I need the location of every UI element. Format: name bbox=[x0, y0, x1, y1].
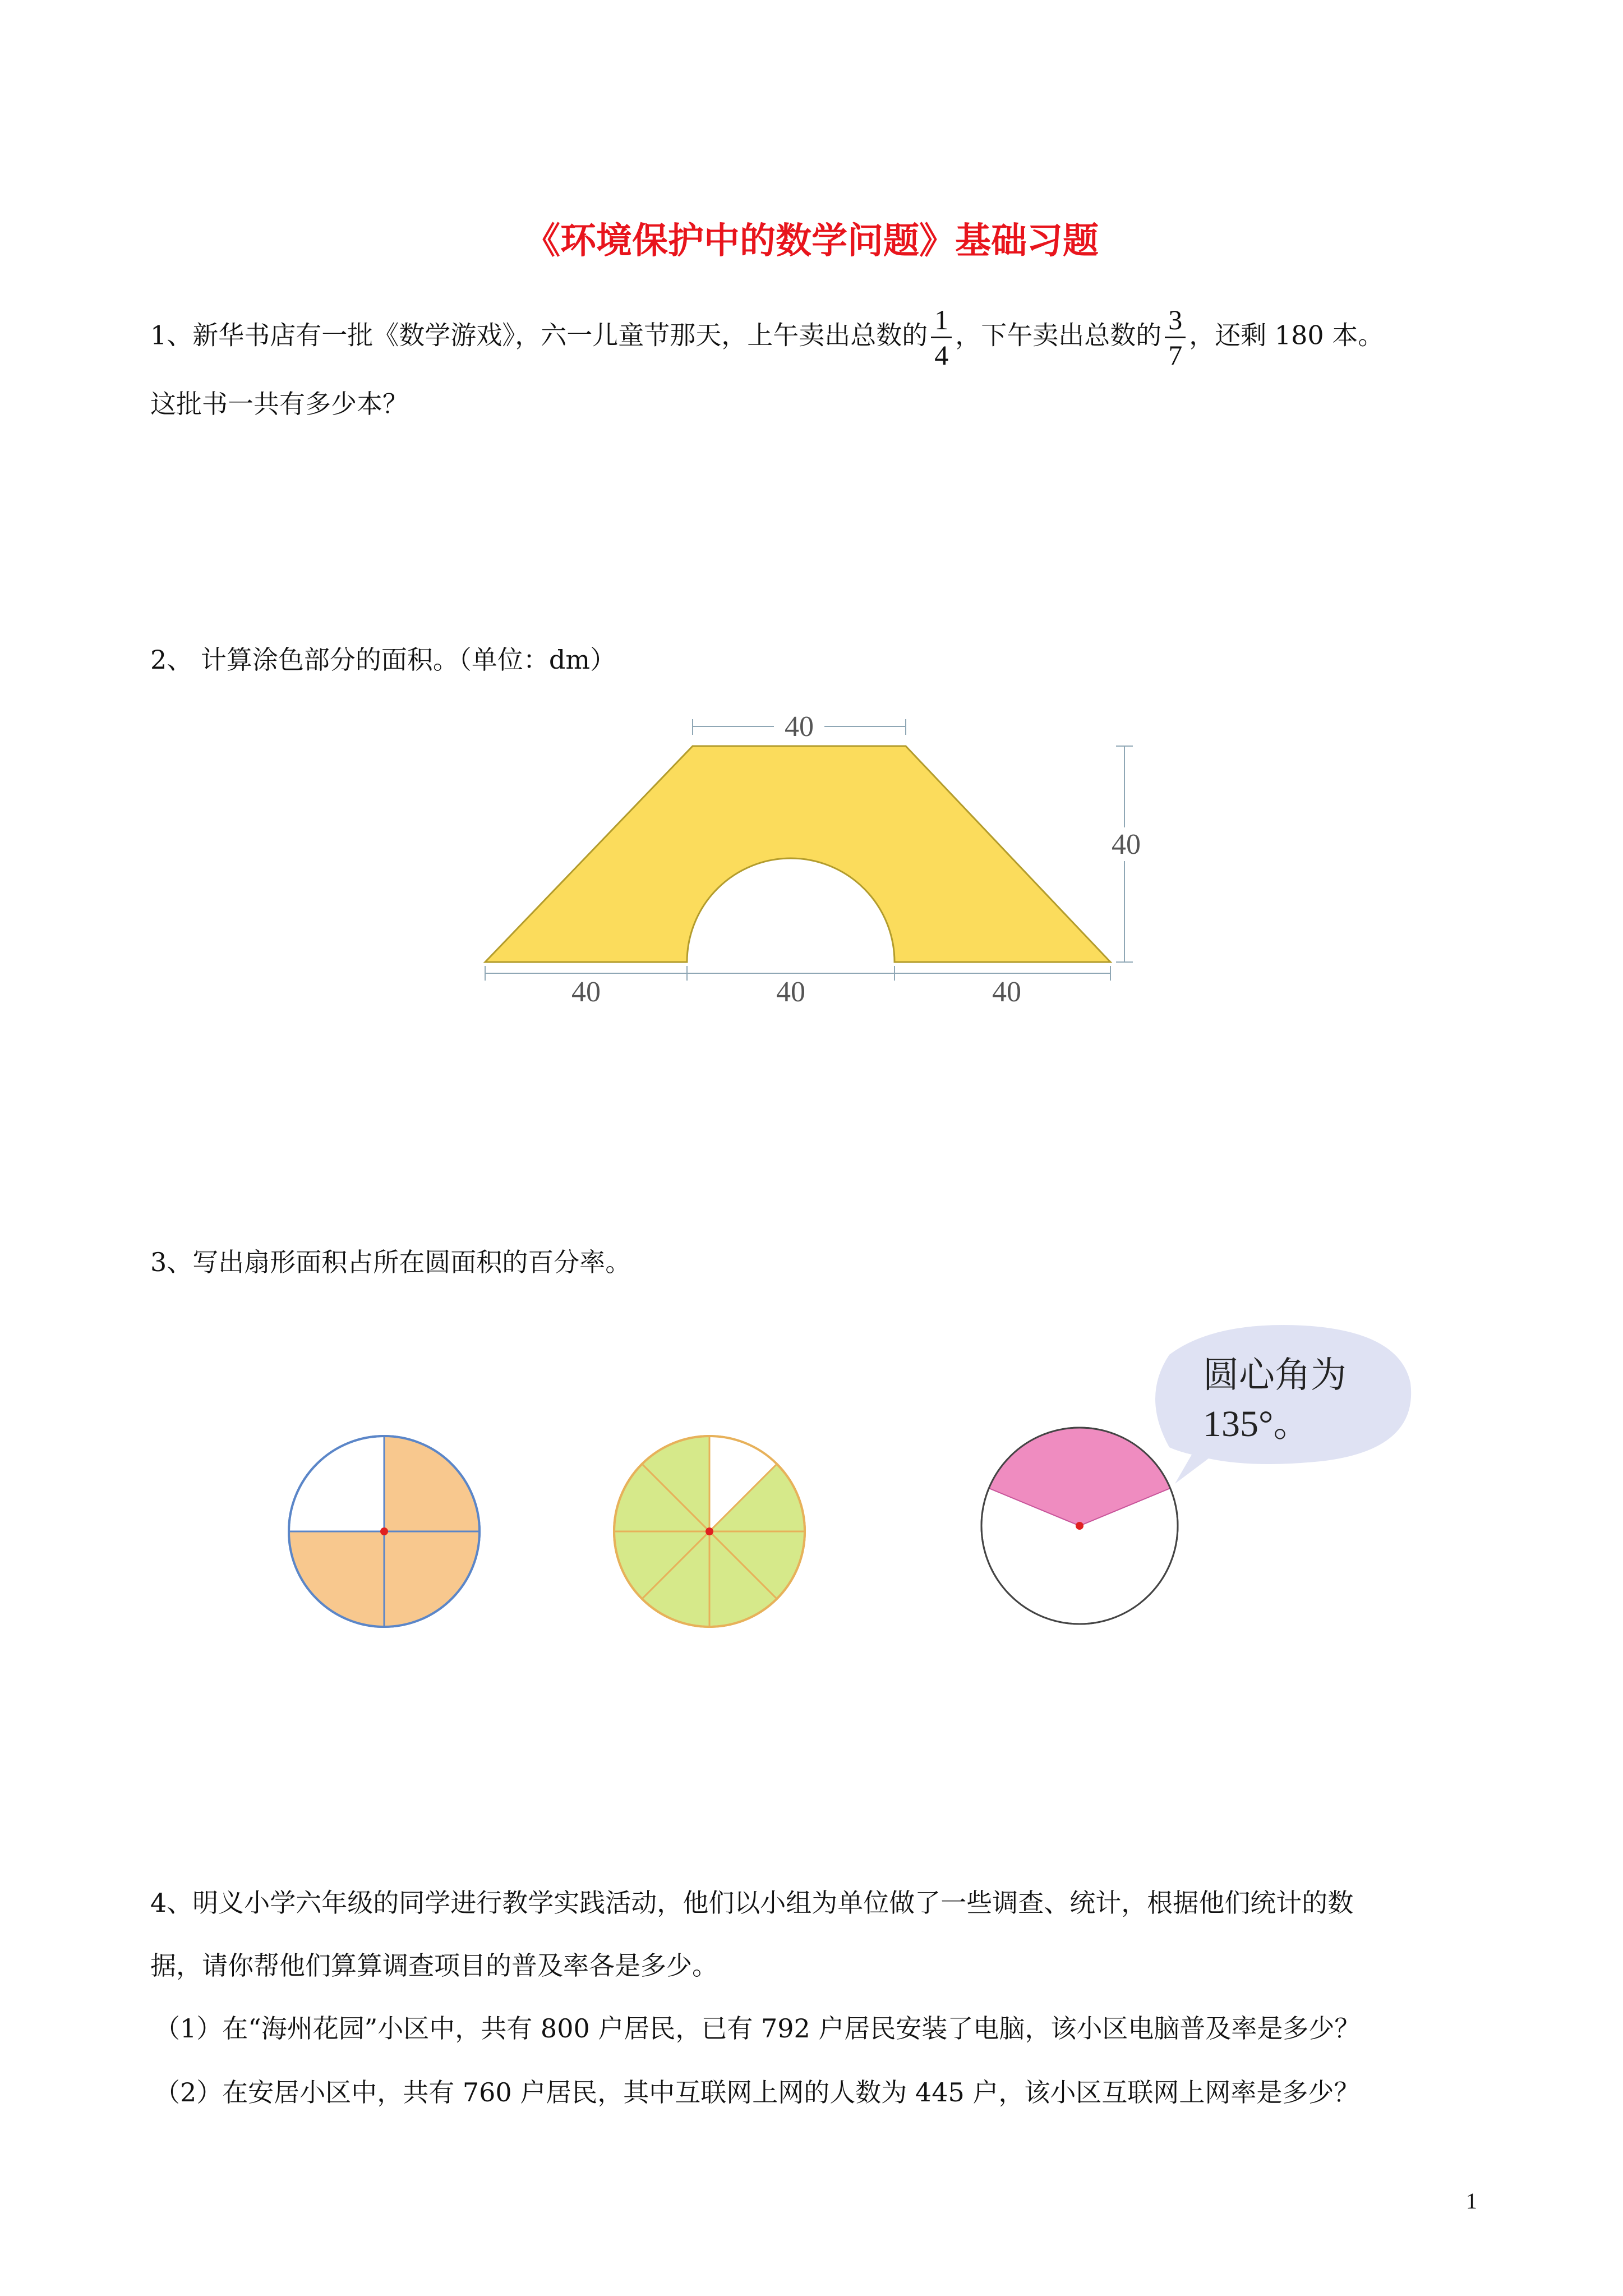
shaded-trapezoid bbox=[485, 746, 1110, 962]
fraction-three-sevenths bbox=[1165, 303, 1186, 372]
fraction-one-quarter bbox=[931, 303, 952, 372]
bubble-text-line1: 圆心角为 bbox=[1203, 1355, 1347, 1395]
page-number: 1 bbox=[1466, 2188, 1477, 2214]
question-1-line2: 这批书一共有多少本？ bbox=[150, 389, 408, 419]
speech-bubble bbox=[1136, 1321, 1422, 1484]
center-dot bbox=[1076, 1522, 1083, 1530]
q1-text-part2: ，下午卖出总数的 bbox=[955, 320, 1162, 351]
question-3-text: 3、写出扇形面积占所在圆面积的百分率。 bbox=[150, 1247, 631, 1277]
bubble-text-line2: 135°。 bbox=[1203, 1404, 1311, 1444]
top-dimension-label: 40 bbox=[785, 712, 814, 743]
bottom-right-dimension-label: 40 bbox=[992, 976, 1021, 1008]
fraction-numerator: 1 bbox=[931, 303, 952, 338]
fraction-numerator: 3 bbox=[1165, 303, 1186, 338]
question-4-subquestion-2: （2）在安居小区中，共有 760 户居民，其中互联网上网的人数为 445 户，该小区互联网上网率是多少？ bbox=[154, 2077, 1360, 2108]
q1-text-part1: 1、新华书店有一批《数学游戏》，六一儿童节那天，上午卖出总数的 bbox=[150, 320, 928, 351]
fraction-denominator: 4 bbox=[934, 339, 949, 371]
question-1-line1 bbox=[150, 303, 1384, 372]
right-dimension-label: 40 bbox=[1112, 829, 1141, 861]
question-4-subquestion-1: （1）在“海州花园”小区中，共有 800 户居民，已有 792 户居民安装了电脑，该小区电脑普及率是多少？ bbox=[154, 2013, 1361, 2044]
question-4-line2: 据，请你帮他们算算调查项目的普及率各是多少。 bbox=[150, 1950, 718, 1981]
center-dot bbox=[380, 1527, 388, 1535]
question-2-text: 2、 计算涂色部分的面积。（单位：dm） bbox=[150, 645, 616, 675]
bottom-left-dimension-label: 40 bbox=[571, 976, 601, 1008]
bottom-middle-dimension-label: 40 bbox=[776, 976, 805, 1008]
trapezoid-figure bbox=[471, 712, 1166, 1010]
question-4-line1: 4、明义小学六年级的同学进行教学实践活动，他们以小组为单位做了一些调查、统计，根据他们统计的数 bbox=[150, 1888, 1354, 1918]
center-dot bbox=[706, 1527, 713, 1535]
circle-seven-eighths bbox=[608, 1430, 810, 1632]
page-title: 《环境保护中的数学问题》基础习题 bbox=[524, 220, 1099, 262]
q1-text-part3: ，还剩 180 本。 bbox=[1189, 320, 1384, 351]
circle-three-quarters bbox=[283, 1430, 485, 1632]
fraction-denominator: 7 bbox=[1168, 339, 1183, 371]
